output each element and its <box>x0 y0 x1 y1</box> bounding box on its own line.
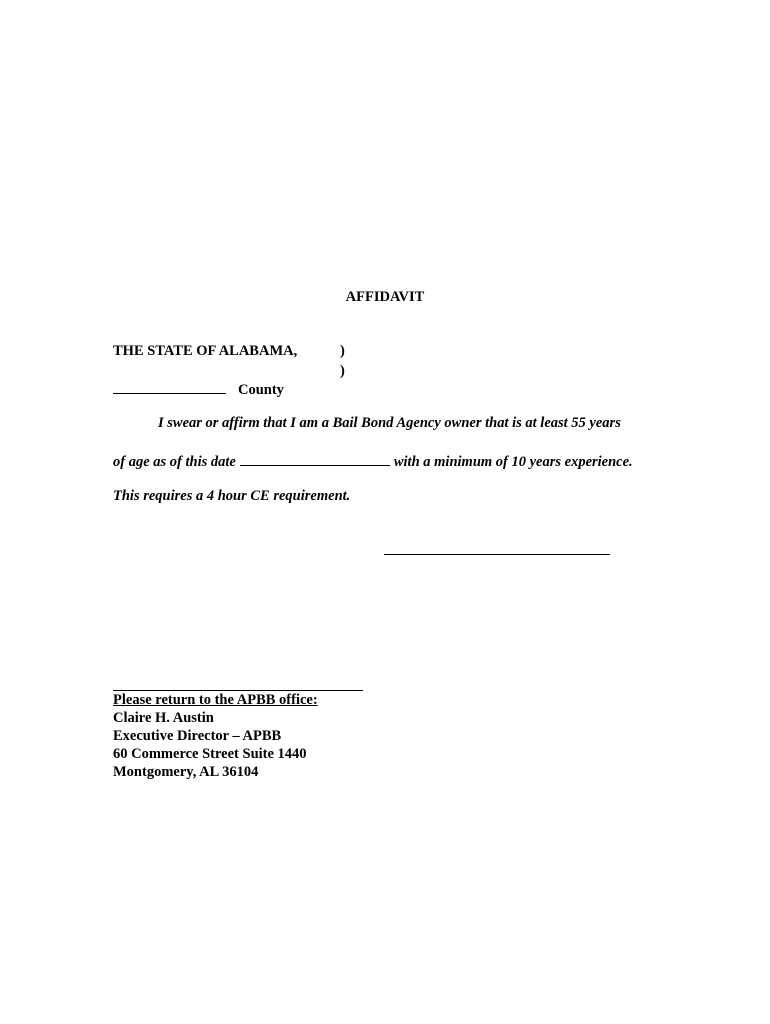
statement-line-2-before: of age as of this date <box>113 454 236 470</box>
state-caption: THE STATE OF ALABAMA, <box>113 343 298 359</box>
contact-position: Executive Director – APBB <box>113 728 282 744</box>
contact-name: Claire H. Austin <box>113 710 214 726</box>
contact-city: Montgomery, AL 36104 <box>113 764 259 780</box>
return-divider-line <box>113 690 363 691</box>
signature-line[interactable] <box>384 554 610 555</box>
statement-line-1: I swear or affirm that I am a Bail Bond Agency owner that is at least 55 years <box>158 415 621 431</box>
statement-line-3: This requires a 4 hour CE requirement. <box>113 488 351 504</box>
county-blank-field[interactable] <box>113 380 226 394</box>
document-title: AFFIDAVIT <box>345 289 425 305</box>
return-heading: Please return to the APBB office: <box>113 692 318 708</box>
county-row <box>113 380 284 399</box>
date-blank-field[interactable] <box>240 452 390 466</box>
statement-line-2-after: with a minimum of 10 years experience. <box>393 454 633 470</box>
county-label: County <box>238 382 284 398</box>
contact-street: 60 Commerce Street Suite 1440 <box>113 746 307 762</box>
caption-paren-2: ) <box>340 363 345 379</box>
caption-paren-1: ) <box>340 343 345 359</box>
statement-line-2 <box>113 452 633 471</box>
